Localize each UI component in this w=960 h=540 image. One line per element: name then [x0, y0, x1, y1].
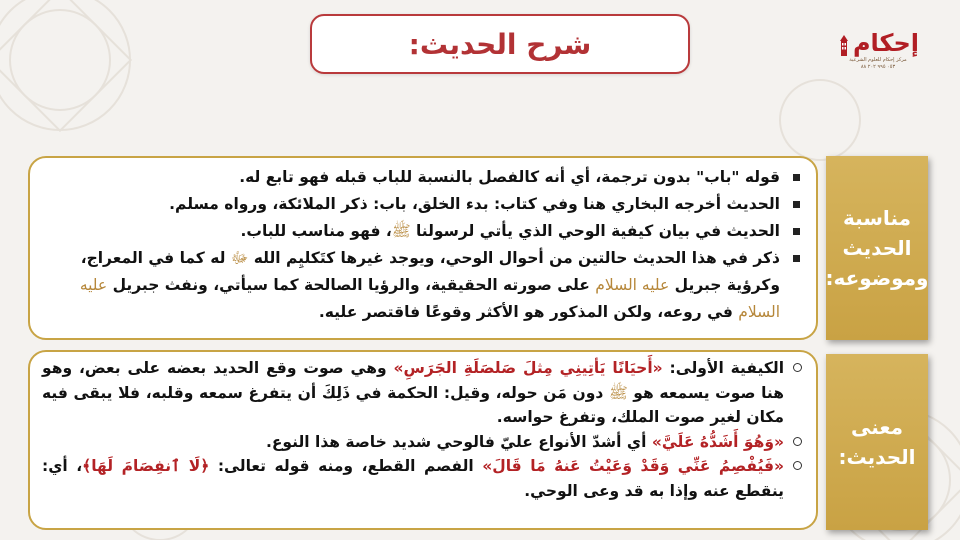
section1-label-box	[826, 156, 928, 340]
page-title: شرح الحديث:	[408, 27, 592, 61]
list-item: «وَهُوَ أَشَدُّهُ عَلَيَّ» أي أشدّ الأنواع عليّ فالوحي شديد خاصة هذا النوع.	[42, 430, 802, 455]
list-item: ذكر في هذا الحديث حالتين من أحوال الوحي، ويوجد غيرها كتَكليِم الله ﷻ له كما في المعراج، وكرؤية جبريل عليه السلام على صورته الحقيقية، والرؤيا الصالحة كما سيأتي، ونفث جبريل عليه السلام في روعه، ولكن المذكور هو الأكثر وقوعًا فاقتصر عليه.	[44, 245, 800, 326]
salutation-symbol: عليه السلام	[595, 276, 670, 294]
hadith-quote: «فَيُفْصِمُ عَنِّي وَقَدْ وَعَيْتُ عَنهُ مَا قَالَ»	[482, 457, 785, 475]
hadith-quote: «أَحيَانًا يَأتِينِي مِثلَ صَلصَلَةِ الجَرَسِ»	[393, 359, 663, 377]
logo-phone: ٠٥٣ ٩٩٥ ٢٠٢ ٨٨	[860, 64, 896, 70]
mosque-icon	[837, 34, 851, 56]
salutation-symbol: ﷻ	[230, 249, 249, 267]
section1-content	[28, 156, 818, 340]
section2-label: معنى الحديث:	[838, 415, 916, 469]
salutation-symbol: ﷺ	[608, 383, 628, 402]
title-box	[310, 14, 690, 74]
list-item: الحديث أخرجه البخاري هنا وفي كتاب: بدء الخلق، باب: ذكر الملائكة، ورواه مسلم.	[44, 191, 800, 218]
list-item: الكيفية الأولى: «أَحيَانًا يَأتِينِي مِثلَ صَلصَلَةِ الجَرَسِ» وهي صوت وقع الحديد بعضه على بعض، وهو هنا صوت يسمعه هو ﷺ دون مَن حوله، وقيل: الحكمة في ذَلِكَ أن يتفرغ سمعه وقلبه، فلا يبقى فيه مكان لغير صوت الملك، وتفرغ حواسه.	[42, 356, 802, 430]
list-item: قوله "باب" بدون ترجمة، أي أنه كالفصل بالنسبة للباب قبله فهو تابع له.	[44, 164, 800, 191]
section1-bullet-list	[44, 164, 800, 326]
logo	[848, 29, 920, 94]
quran-quote: ﴿لَا ٱنفِصَامَ لَهَا﴾	[82, 457, 210, 475]
bullet-square-icon	[793, 201, 800, 208]
section2-label-box	[826, 354, 928, 530]
logo-wordmark: إحكام	[852, 29, 920, 57]
salutation-symbol: ﷺ	[391, 222, 411, 240]
bullet-circle-icon	[793, 363, 802, 372]
section2-content	[28, 350, 818, 530]
section1-label: مناسبة الحديث وموضوعه:	[825, 206, 929, 290]
hadith-quote: «وَهُوَ أَشَدُّهُ عَلَيَّ»	[651, 432, 784, 451]
bullet-square-icon	[793, 255, 800, 262]
logo-mark	[837, 30, 919, 56]
salutation-symbol: عليه السلام	[79, 276, 780, 321]
list-item: «فَيُفْصِمُ عَنِّي وَقَدْ وَعَيْتُ عَنهُ مَا قَالَ» الفصم القطع، ومنه قوله تعالى: ﴿لَا ٱنفِصَامَ لَهَا﴾، أي: ينقطع عنه وإذا به قد وعى الوحي.	[42, 454, 802, 503]
list-item: الحديث في بيان كيفية الوحي الذي يأتي لرسولنا ﷺ، فهو مناسب للباب.	[44, 218, 800, 245]
bullet-square-icon	[793, 174, 800, 181]
bullet-circle-icon	[793, 437, 802, 446]
section2-list	[42, 356, 802, 503]
logo-subtitle: مركز إحكام للعلوم الشرعية	[849, 57, 907, 63]
bullet-circle-icon	[793, 461, 802, 470]
bullet-square-icon	[793, 228, 800, 235]
